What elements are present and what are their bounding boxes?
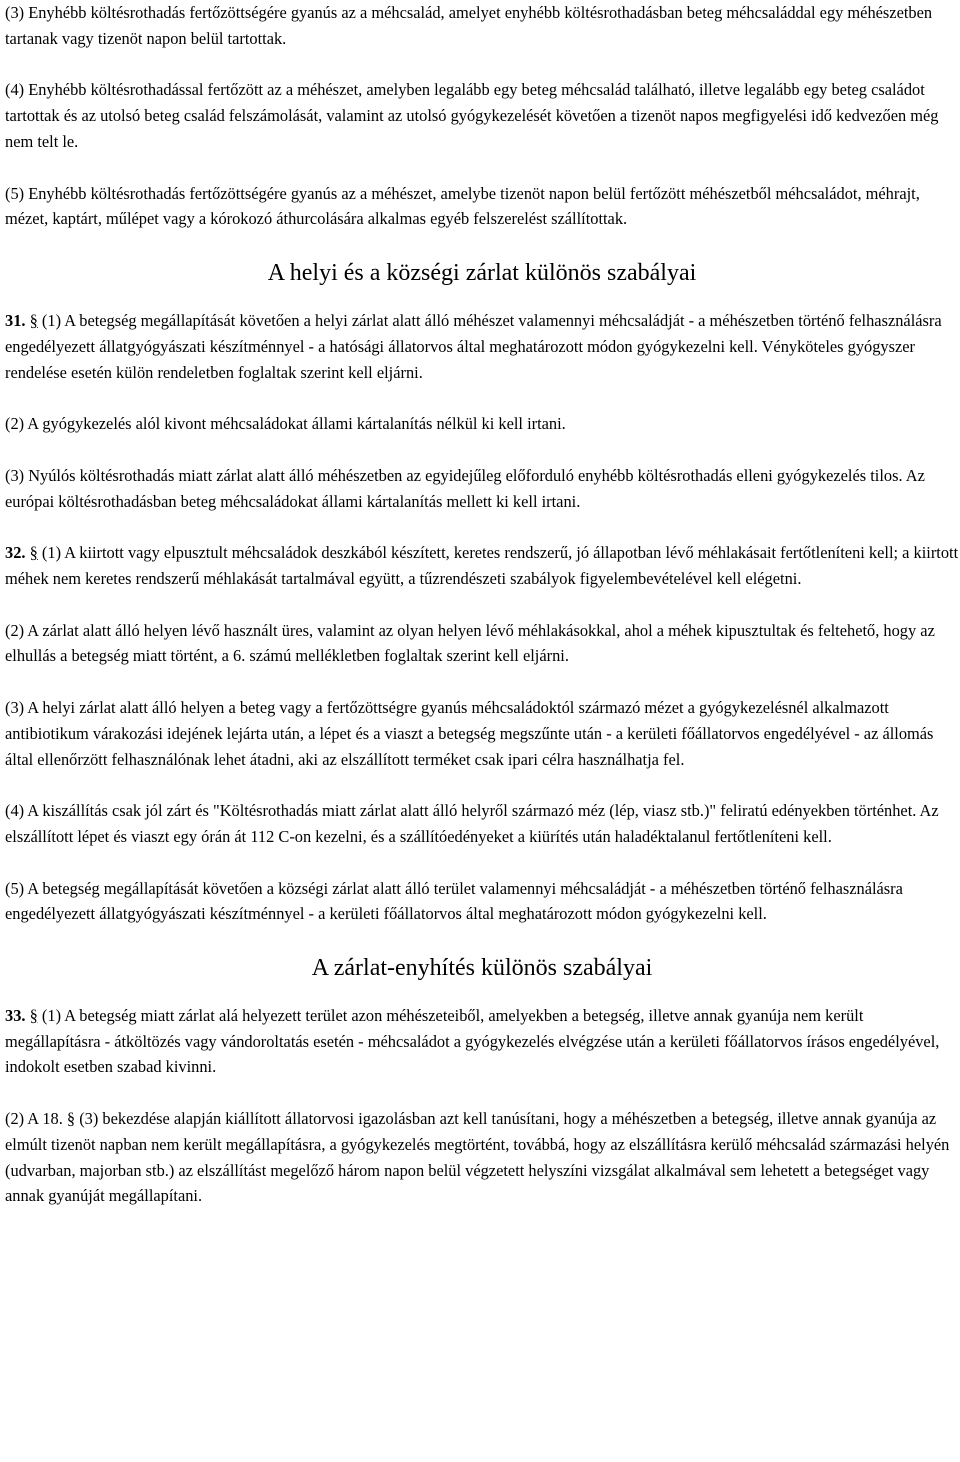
section-33-number: 33.	[5, 1005, 26, 1025]
section-32-paragraph-4: (4) A kiszállítás csak jól zárt és "Költésrothadás miatt zárlat alatt álló helyről származó méz (lép, viasz stb.)" feliratú edényekben történhet. Az elszállított lépet és viaszt egy órán át 112 C-on kezelni, és a szállítóedényeket a kiürítés után haladéktalanul fertőtleníteni kell.	[5, 801, 939, 846]
section-heading-zarlat-enyhites: A zárlat-enyhítés különös szabályai	[311, 954, 653, 981]
section-33-text-1: (1) A betegség miatt zárlat alá helyezett terület azon méhészeteiből, amelyekben a betegség, illetve annak gyanúja nem került megállapításra - átköltözés vagy vándoroltatás esetén - méhcsaládot a gyógykezelés elvégzése után a kerületi főállatorvos írásos engedélyével, indokolt esetben szabad kivinni.	[5, 1005, 940, 1077]
section-31-paragraph-1	[5, 308, 959, 385]
section-33-sign: §	[29, 1005, 38, 1025]
section-33-paragraph-1	[5, 1003, 959, 1080]
section-31-paragraph-2: (2) A gyógykezelés alól kivont méhcsaládokat állami kártalanítás nélkül ki kell irtani.	[5, 414, 566, 434]
section-32-paragraph-3: (3) A helyi zárlat alatt álló helyen a beteg vagy a fertőzöttségre gyanús méhcsaládoktól származó mézet a gyógykezelésnél alkalmazott antibiotikum várakozási idejének lejárta után, a lépet és a viaszt a betegség megszűnte után - a kerületi főállatorvos engedélyével - az állomás által ellenőrzött felhasználónak lehet átadni, aki az elszállított terméket csak ipari célra használhatja fel.	[5, 697, 934, 769]
paragraph-3: (3) Enyhébb költésrothadás fertőzöttségére gyanús az a méhcsalád, amelyet enyhébb költésrothadásban beteg méhcsaláddal egy méhészetben tartanak vagy tizenöt napon belül tartottak.	[5, 3, 933, 48]
section-31-paragraph-3: (3) Nyúlós költésrothadás miatt zárlat alatt álló méhészetben az egyidejűleg előforduló enyhébb költésrothadás elleni gyógykezelés tilos. Az európai költésrothadásban beteg méhcsaládokat állami kártalanítás mellett ki kell irtani.	[5, 465, 925, 511]
section-32-text-1: (1) A kiirtott vagy elpusztult méhcsaládok deszkából készített, keretes rendszerű, jó állapotban lévő méhlakásait fertőtleníteni kell; a kiirtott méhek nem keretes rendszerű méhlakását tartalmával együtt, a tűzrendészeti szabályok figyelembevételével kell elégetni.	[5, 543, 959, 588]
section-31-sign: §	[29, 310, 38, 330]
paragraph-5: (5) Enyhébb költésrothadás fertőzöttségére gyanús az a méhészet, amelybe tizenöt napon belül fertőzött méhészetből méhcsaládot, méhrajt, mézet, kaptárt, műlépet vagy a kórokozó áthurcolására alkalmas egyéb felszerelést szállítottak.	[5, 183, 920, 229]
section-33-paragraph-2: (2) A 18. § (3) bekezdése alapján kiállított állatorvosi igazolásban azt kell tanúsítani, hogy a méhészetben a betegség, illetve annak gyanúja az elmúlt tizenöt napban nem került megállapításra, a gyógykezelés megtörtént, továbbá, hogy az elszállításra kerülő méhcsalád származási helyén (udvarban, majorban stb.) az elszállítást megelőző három napon belül végzetett helyszíni vizsgálat alkalmával sem lehetett a betegséget vagy annak gyanúját megállapítani.	[5, 1109, 950, 1206]
section-heading-local-zarlat: A helyi és a községi zárlat különös szabályai	[267, 259, 697, 286]
section-32-paragraph-5: (5) A betegség megállapítását követően a községi zárlat alatt álló terület valamennyi méhcsaládját - a méhészetben történő felhasználásra engedélyezett állatgyógyászati készítménnyel - a kerületi főállatorvos által meghatározott módon gyógykezelni kell.	[5, 878, 903, 924]
section-31-number: 31.	[5, 310, 26, 330]
section-32-paragraph-1	[5, 540, 959, 592]
paragraph-4: (4) Enyhébb költésrothadással fertőzött az a méhészet, amelyben legalább egy beteg méhcsalád található, illetve legalább egy beteg családot tartottak és az utolsó beteg család felszámolását, valamint az utolsó gyógykezelését követően a tizenöt napos megfigyelési idő kedvezően még nem telt le.	[5, 80, 939, 151]
section-32-sign: §	[29, 543, 38, 563]
section-31-text-1: (1) A betegség megállapítását követően a helyi zárlat alatt álló méhészet valamennyi méhcsaládját - a méhészetben történő felhasználásra engedélyezett állatgyógyászati készítménnyel - a hatósági állatorvos által meghatározott módon gyógykezelni kell. Vényköteles gyógyszer rendelése esetén külön rendeletben foglaltak szerint kell eljárni.	[5, 310, 942, 382]
section-32-paragraph-2: (2) A zárlat alatt álló helyen lévő használt üres, valamint az olyan helyen lévő méhlakásokkal, ahol a méhek kipusztultak és feltehető, hogy az elhullás a betegség miatt történt, a 6. számú mellékletben foglaltak szerint kell eljárni.	[5, 620, 935, 666]
section-32-number: 32.	[5, 543, 26, 563]
